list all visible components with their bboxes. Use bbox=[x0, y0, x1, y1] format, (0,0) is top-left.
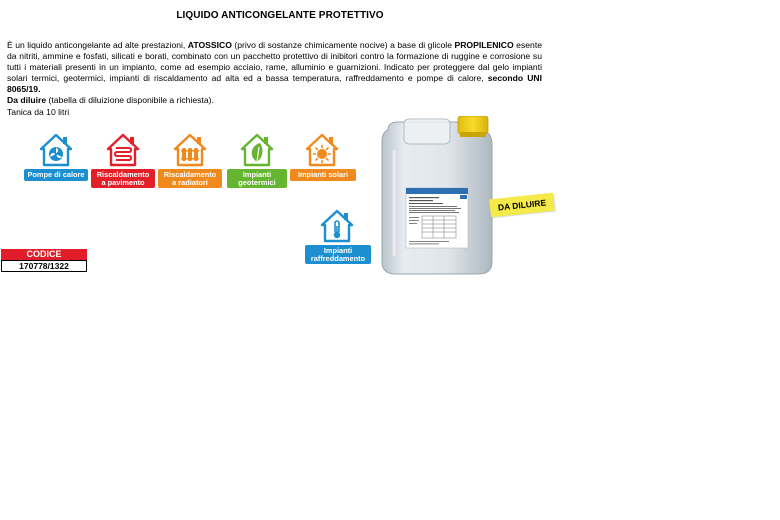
description-paragraph bbox=[7, 40, 542, 95]
label-line: Pompe di calore bbox=[27, 170, 85, 179]
product-description bbox=[7, 40, 542, 118]
description-text: (privo di sostanze chimicamente nocive) a base di glicole bbox=[231, 40, 452, 50]
atossico-highlight: ATOSSICO bbox=[187, 40, 232, 50]
icon-label-radiators bbox=[158, 169, 222, 188]
label-line: Riscaldamento bbox=[163, 170, 217, 179]
dilution-note bbox=[7, 95, 542, 106]
application-cooling bbox=[305, 208, 369, 264]
label-line: raffreddamento bbox=[310, 253, 366, 263]
icon-label-floor-heating bbox=[91, 169, 155, 188]
label-line: Impianti bbox=[242, 170, 272, 179]
icon-label-cooling bbox=[305, 245, 371, 264]
application-radiators bbox=[158, 132, 222, 188]
label-line: Impianti solari bbox=[297, 170, 349, 179]
radiator-icon bbox=[171, 132, 209, 168]
label-line: a pavimento bbox=[101, 177, 145, 187]
product-code-box bbox=[1, 249, 87, 272]
label-line: a radiatori bbox=[172, 177, 208, 187]
dilute-badge: DA DILUIRE bbox=[489, 193, 555, 218]
description-text: esente da nitriti, ammine e fosfati, silicati e borati, combinato con un pacchetto protettivo di inibitori contro la formazione di ruggine e corrosione su tutti i materiali presenti in un impianto, come ad esempio acciaio, rame, alluminio e guarnizioni. Indicato per proteggere dal gelo impianti solari termici, geotermici, impianti di riscaldamento ad alta ed a bassa temperatura, raffreddamento e pompe di calore, bbox=[7, 40, 542, 84]
label-line: Riscaldamento bbox=[96, 170, 150, 179]
tank-size: Tanica da 10 litri bbox=[7, 106, 70, 117]
application-floor-heating bbox=[91, 132, 155, 188]
dilute-label: Da diluire bbox=[7, 95, 47, 106]
icon-label-solar bbox=[290, 169, 356, 181]
canister-image bbox=[374, 116, 500, 278]
application-geothermal bbox=[225, 132, 289, 188]
label-line: Impianti bbox=[323, 246, 353, 255]
propilenico-highlight: PROPILENICO bbox=[454, 40, 514, 50]
uni-standard-highlight: secondo UNI 8065/19. bbox=[7, 73, 542, 95]
product-code-value: 170778/1322 bbox=[1, 260, 87, 272]
dilute-text: (tabella di diluizione disponibile a richiesta). bbox=[46, 95, 214, 106]
thermometer-icon bbox=[318, 208, 356, 244]
description-text: È un liquido anticongelante ad alte prestazioni, bbox=[7, 40, 188, 50]
sun-icon bbox=[303, 132, 341, 168]
product-code-label: CODICE bbox=[1, 249, 87, 260]
leaf-icon bbox=[238, 132, 276, 168]
floor-heating-icon bbox=[104, 132, 142, 168]
heat-pump-icon bbox=[37, 132, 75, 168]
page-title: LIQUIDO ANTICONGELANTE PROTETTIVO bbox=[176, 10, 384, 21]
label-line: geotermici bbox=[238, 177, 276, 187]
icon-label-heat-pump bbox=[24, 169, 88, 181]
icon-label-geothermal bbox=[227, 169, 287, 188]
application-solar bbox=[290, 132, 354, 181]
application-heat-pump bbox=[24, 132, 88, 181]
